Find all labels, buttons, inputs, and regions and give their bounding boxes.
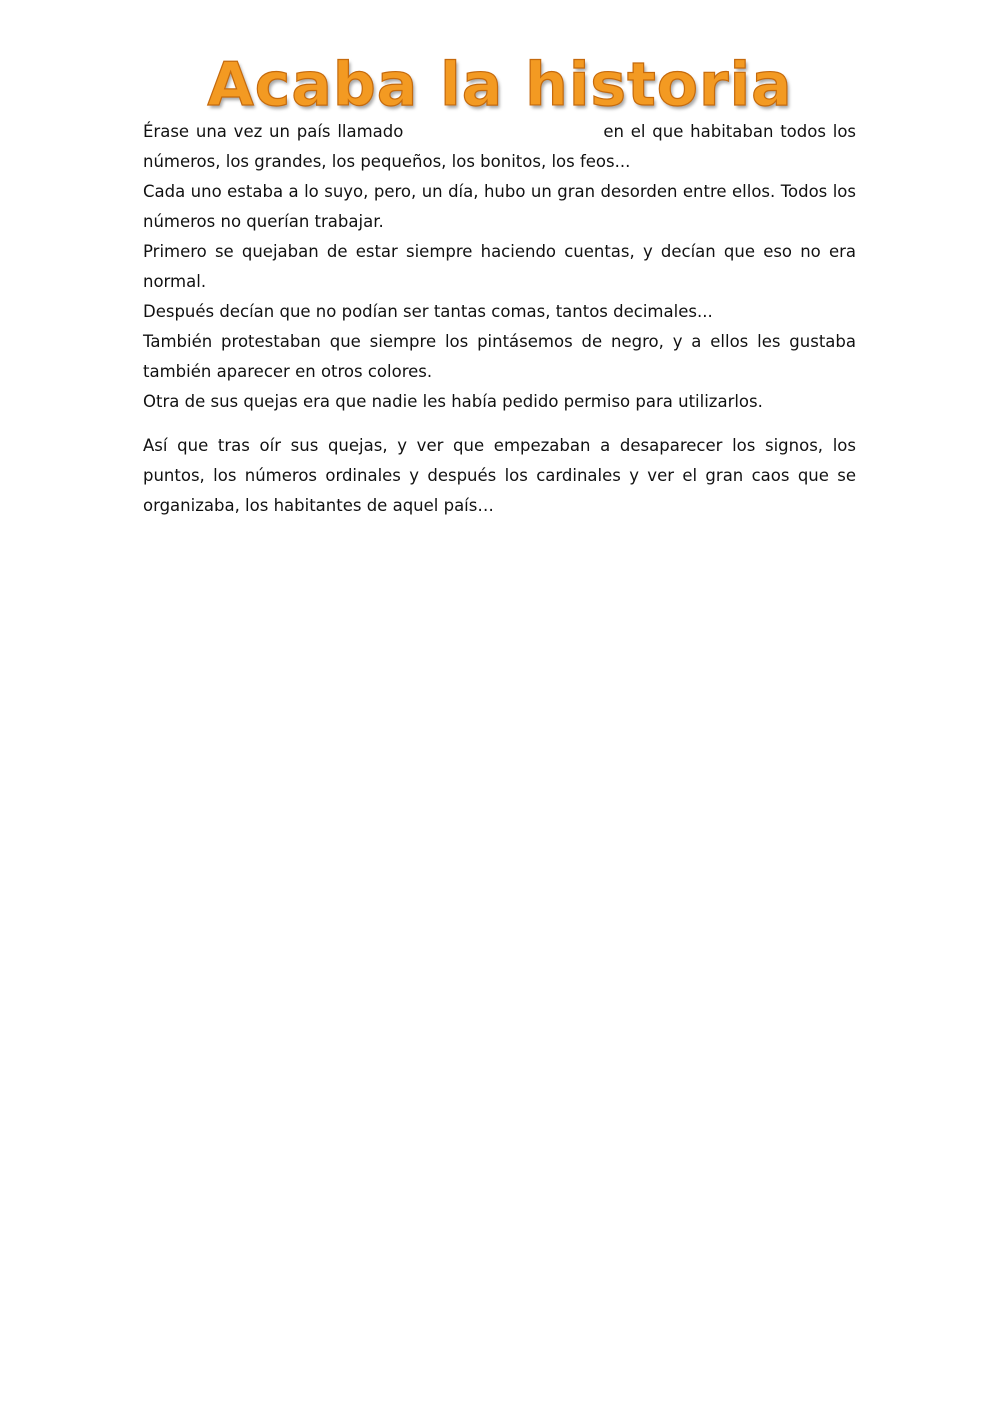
story-ending (143, 431, 856, 521)
page-title: Acaba la historia (207, 50, 793, 120)
story-paragraph-1-start: Érase una vez un país llamado (143, 122, 404, 141)
story-paragraph-6: Otra de sus quejas era que nadie les había pedido permiso para utilizarlos. (143, 392, 763, 411)
story-paragraph-4: Después decían que no podían ser tantas comas, tantos decimales... (143, 302, 713, 321)
story-paragraph-1 (143, 117, 856, 177)
story-paragraph-1-end: en el que habitaban todos los números, los grandes, los pequeños, los bonitos, los feos... (143, 122, 857, 171)
story-paragraph-5: También protestaban que siempre los pintásemos de negro, y a ellos les gustaba también aparecer en otros colores. (143, 332, 856, 381)
country-name-blank[interactable] (403, 123, 603, 143)
story-paragraph-2: Cada uno estaba a lo suyo, pero, un día, hubo un gran desorden entre ellos. Todos los números no querían trabajar. (143, 182, 856, 231)
story-paragraph-7: Así que tras oír sus quejas, y ver que empezaban a desaparecer los signos, los puntos, los números ordinales y después los cardinales y ver el gran caos que se organizaba, los habitantes de aquel país… (143, 436, 856, 515)
story-paragraph-3: Primero se quejaban de estar siempre haciendo cuentas, y decían que eso no era normal. (143, 242, 856, 291)
story-body (143, 117, 856, 417)
